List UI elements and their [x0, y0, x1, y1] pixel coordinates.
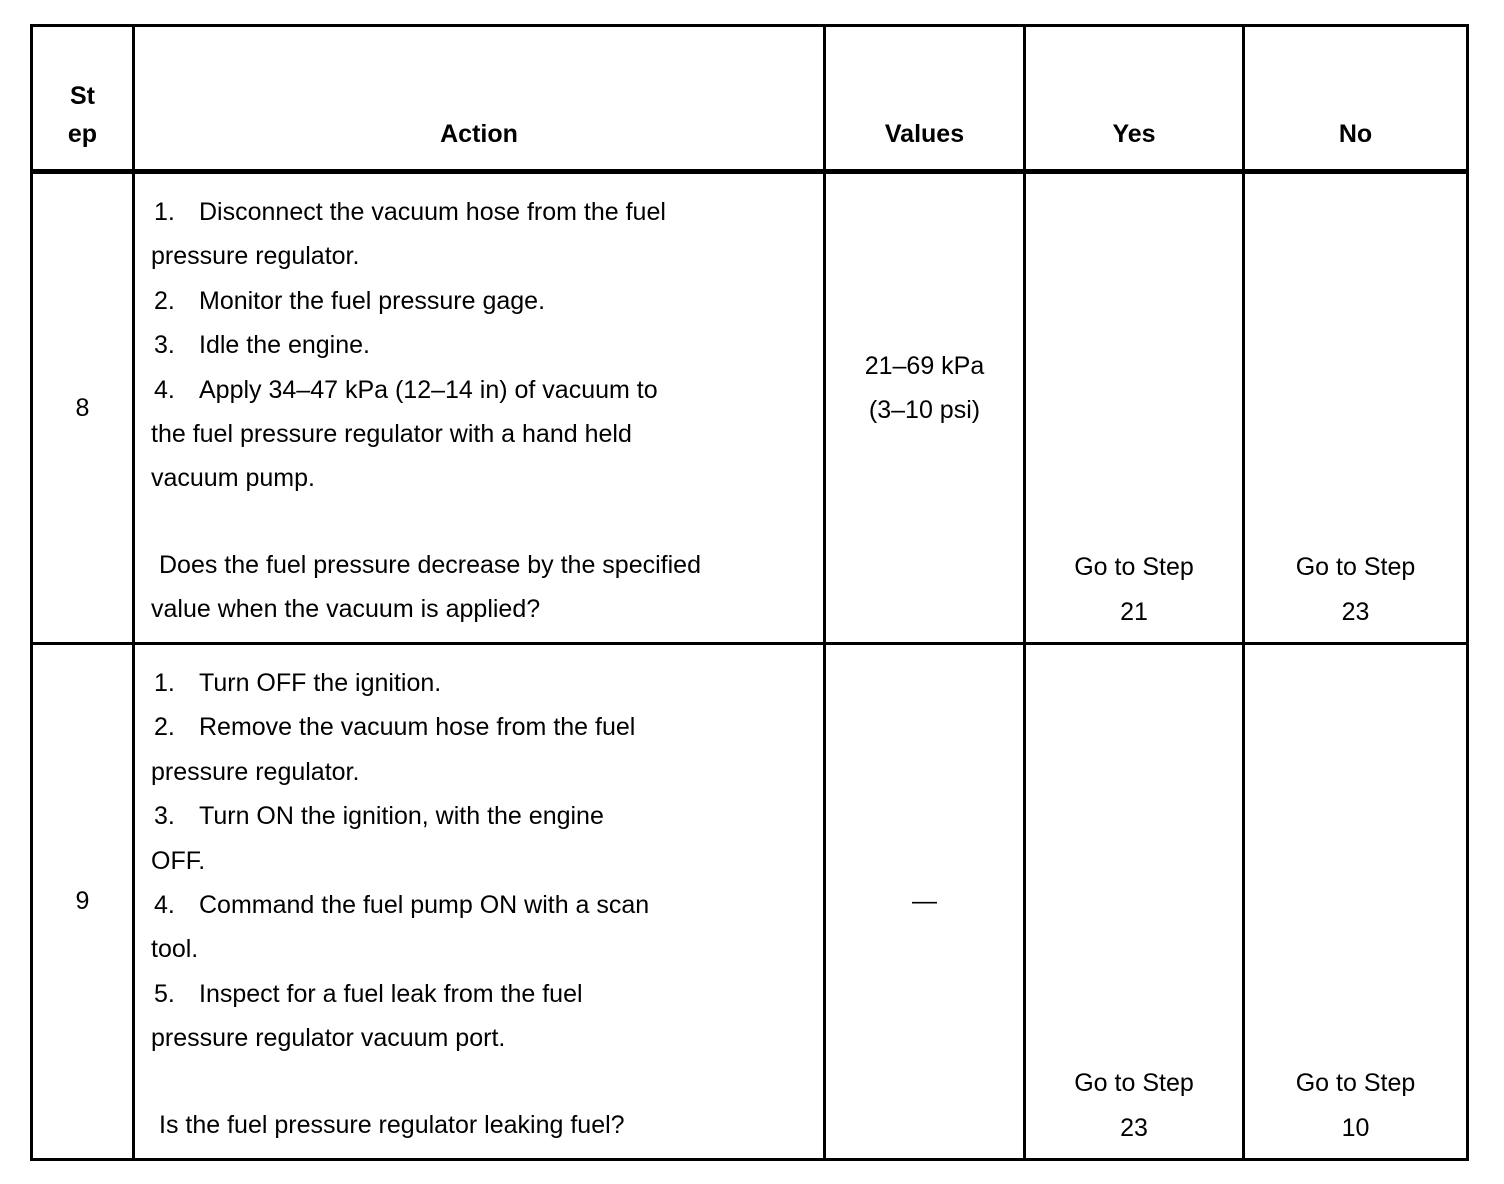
list-item: 1. Disconnect the vacuum hose from the fuel	[154, 198, 666, 226]
table-row	[32, 172, 1468, 644]
action-cell	[134, 644, 825, 1160]
list-item-continuation: pressure regulator vacuum port.	[151, 1024, 506, 1053]
list-item-continuation: vacuum pump.	[151, 464, 315, 493]
values-cell: —	[825, 644, 1025, 1160]
list-item: 1. Turn OFF the ignition.	[154, 669, 442, 697]
list-item: 4. Command the fuel pump ON with a scan	[154, 891, 650, 920]
header-no: No	[1244, 26, 1468, 172]
values-cell: 21–69 kPa (3–10 psi)	[825, 172, 1025, 644]
list-item: 4. Apply 34–47 kPa (12–14 in) of vacuum to	[154, 375, 658, 404]
question-text: Does the fuel pressure decrease by the specified	[159, 550, 701, 579]
list-item: 3. Turn ON the ignition, with the engine	[154, 802, 604, 831]
question-text: Is the fuel pressure regulator leaking fuel?	[159, 1110, 625, 1139]
question-text-continuation: value when the vacuum is applied?	[151, 595, 541, 624]
yes-goto-step: Go to Step 23	[1025, 644, 1244, 1160]
step-number: 9	[32, 644, 134, 1160]
diagnostic-table	[30, 24, 1469, 1161]
list-item-continuation: pressure regulator.	[151, 757, 360, 786]
list-item: 2. Remove the vacuum hose from the fuel	[154, 713, 636, 742]
list-item: 2. Monitor the fuel pressure gage.	[154, 286, 546, 315]
no-goto-step: Go to Step 23	[1244, 172, 1468, 644]
list-item: 5. Inspect for a fuel leak from the fuel	[154, 979, 583, 1008]
yes-goto-step: Go to Step 21	[1025, 172, 1244, 644]
list-item: 3. Idle the engine.	[154, 331, 370, 360]
step-number: 8	[32, 172, 134, 644]
header-yes: Yes	[1025, 26, 1244, 172]
table-row	[32, 644, 1468, 1160]
no-goto-step: Go to Step 10	[1244, 644, 1468, 1160]
header-row	[32, 26, 1468, 172]
header-values: Values	[825, 26, 1025, 172]
list-item-continuation: OFF.	[151, 846, 206, 875]
list-item-continuation: pressure regulator.	[151, 242, 360, 271]
action-cell	[134, 172, 825, 644]
header-step: St ep	[32, 26, 134, 172]
header-action: Action	[134, 26, 825, 172]
list-item-continuation: tool.	[151, 935, 199, 964]
list-item-continuation: the fuel pressure regulator with a hand held	[151, 420, 632, 449]
